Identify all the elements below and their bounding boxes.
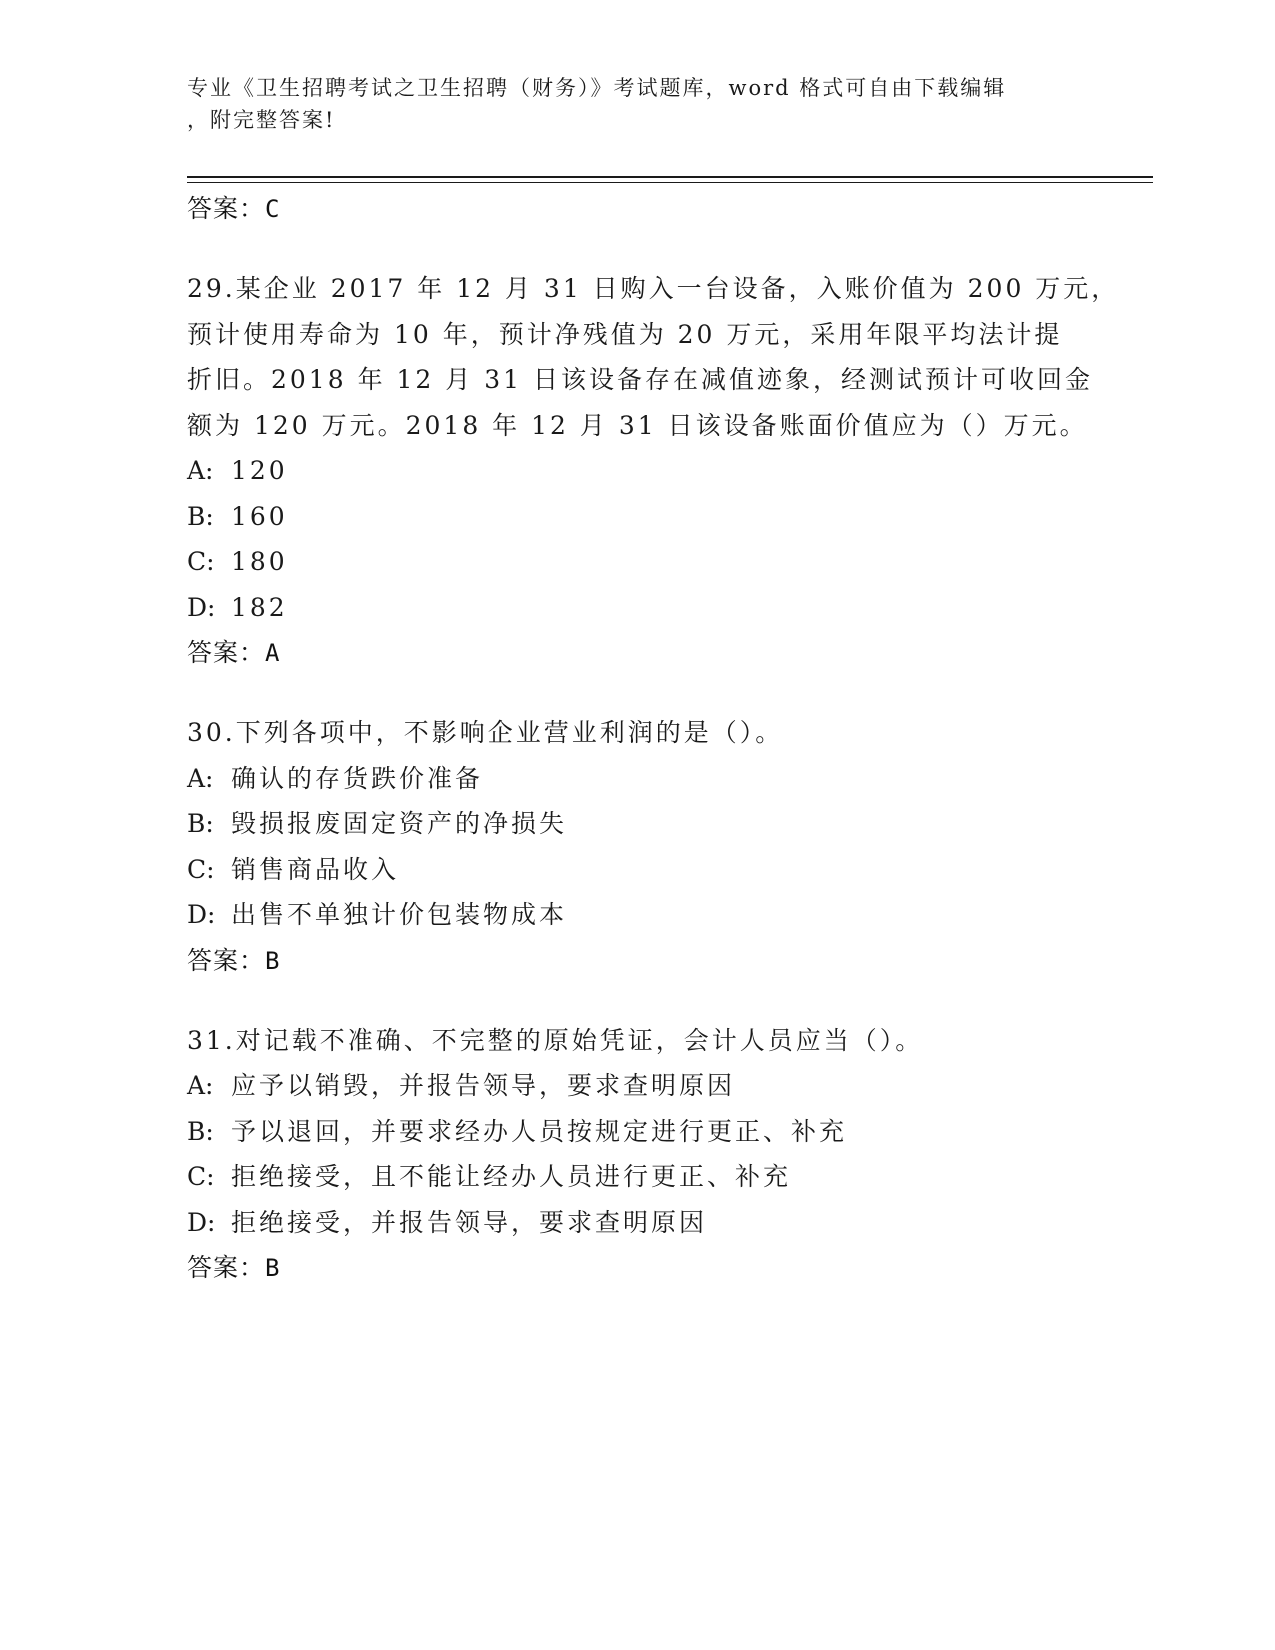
option-key: C: <box>187 854 215 884</box>
header-rule-thick <box>187 176 1153 178</box>
option-text: 毁损报废固定资产的净损失 <box>231 809 568 838</box>
question-stem <box>187 710 1087 756</box>
answer-label: 答案： <box>187 638 266 667</box>
option-a <box>187 756 1087 802</box>
option-a <box>187 1063 1087 1109</box>
option-key: B: <box>187 1116 214 1146</box>
option-text: 120 <box>231 456 288 485</box>
question-30 <box>187 710 1087 984</box>
question-31 <box>187 1018 1087 1292</box>
option-text: 出售不单独计价包装物成本 <box>231 900 568 929</box>
answer-line <box>187 1245 1087 1291</box>
page-header <box>187 72 1067 136</box>
option-a <box>187 448 1087 494</box>
option-key: A: <box>187 763 214 793</box>
header-rule-thin <box>187 182 1153 183</box>
option-text: 销售商品收入 <box>231 854 400 884</box>
answer-label: 答案： <box>187 1253 266 1282</box>
question-29 <box>187 266 1120 676</box>
answer-label: 答案： <box>187 194 266 223</box>
option-key: C: <box>187 1162 215 1191</box>
option-key: A: <box>187 1071 214 1100</box>
option-c <box>187 1154 1087 1200</box>
option-text: 160 <box>231 501 288 531</box>
option-text: 应予以销毁，并报告领导，要求查明原因 <box>231 1071 736 1100</box>
option-text: 拒绝接受，并报告领导，要求查明原因 <box>231 1207 708 1237</box>
option-c <box>187 539 1087 585</box>
option-key: D: <box>187 592 216 622</box>
option-key: A: <box>187 456 214 485</box>
option-d <box>187 892 1087 938</box>
header-line-2: ，附完整答案! <box>187 108 336 132</box>
option-b <box>187 494 1087 540</box>
answer-line <box>187 630 1087 676</box>
option-text: 予以退回，并要求经办人员按规定进行更正、补充 <box>231 1116 848 1146</box>
answer-value: B <box>265 946 281 975</box>
option-b <box>187 801 1087 847</box>
stem-line: 折旧。2018 年 12 月 31 日该设备存在减值迹象，经测试预计可收回金 <box>187 365 1093 394</box>
option-key: C: <box>187 547 215 576</box>
answer-line <box>187 186 1087 232</box>
answer-label: 答案： <box>187 945 266 975</box>
option-key: D: <box>187 1207 216 1237</box>
question-stem <box>187 1018 1087 1064</box>
option-d <box>187 585 1087 631</box>
option-d <box>187 1200 1087 1246</box>
option-b <box>187 1109 1087 1155</box>
option-key: D: <box>187 900 216 929</box>
question-stem <box>187 266 1120 448</box>
option-text: 180 <box>231 547 288 576</box>
question-list <box>187 186 1120 1291</box>
header-line-1: 专业《卫生招聘考试之卫生招聘（财务）》考试题库，word 格式可自由下载编辑 <box>187 76 1007 100</box>
option-text: 确认的存货跌价准备 <box>231 763 484 793</box>
stem-line: 29.某企业 2017 年 12 月 31 日购入一台设备，入账价值为 200 万元， <box>187 274 1120 303</box>
option-text: 拒绝接受，且不能让经办人员进行更正、补充 <box>231 1162 792 1191</box>
answer-value: B <box>265 1254 281 1282</box>
stem-line: 30.下列各项中，不影响企业营业利润的是（）。 <box>187 718 784 747</box>
stem-line: 预计使用寿命为 10 年，预计净残值为 20 万元，采用年限平均法计提 <box>187 319 1063 349</box>
stem-line: 额为 120 万元。2018 年 12 月 31 日该设备账面价值应为（）万元。 <box>187 410 1088 440</box>
option-key: B: <box>187 809 214 838</box>
option-key: B: <box>187 501 214 531</box>
option-c <box>187 847 1087 893</box>
stem-line: 31.对记载不准确、不完整的原始凭证，会计人员应当（）。 <box>187 1025 924 1055</box>
answer-value: A <box>265 639 281 667</box>
option-text: 182 <box>231 592 288 622</box>
answer-value: C <box>265 195 281 223</box>
answer-line <box>187 938 1087 984</box>
